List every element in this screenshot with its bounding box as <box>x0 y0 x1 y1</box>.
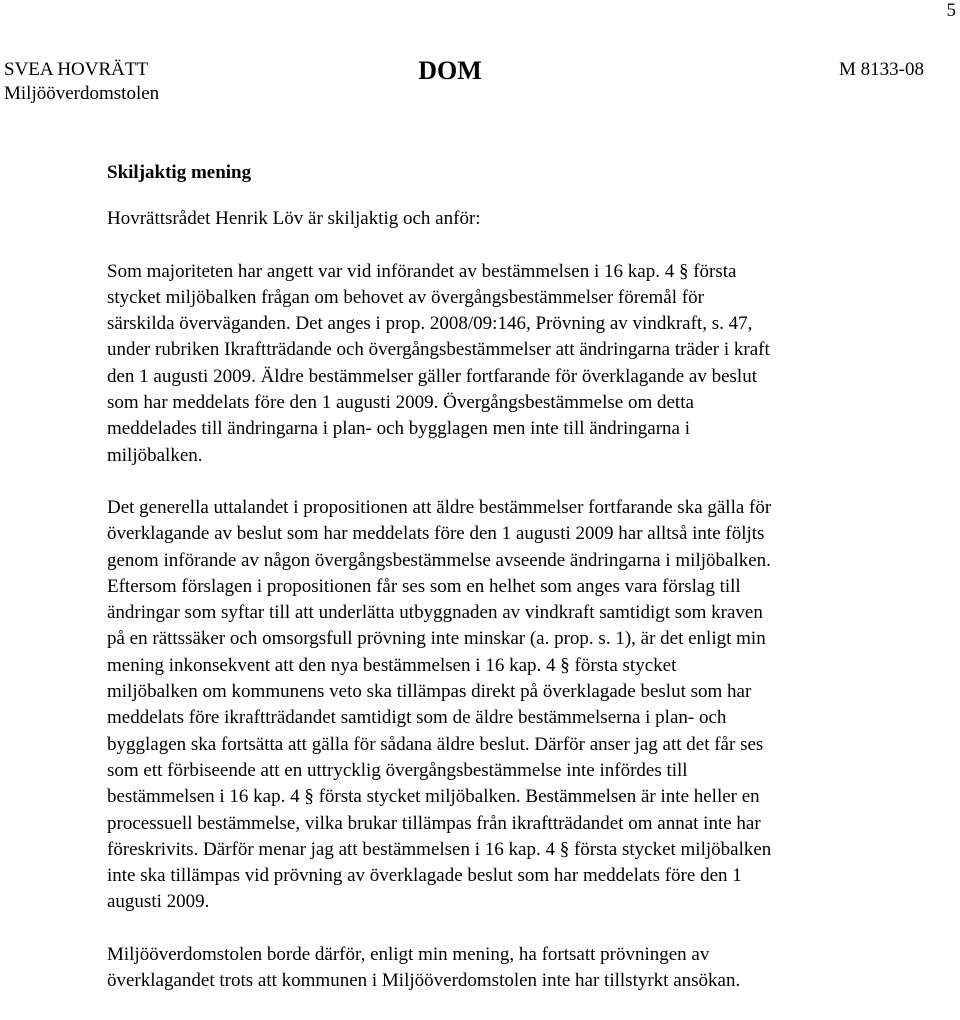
paragraph-3 <box>107 942 929 995</box>
paragraph-1 <box>107 259 929 469</box>
text-line: bestämmelsen i 16 kap. 4 § första stycket miljöbalken. Bestämmelsen är inte heller en <box>107 786 760 808</box>
document-type: DOM <box>418 56 482 85</box>
text-line: bygglagen ska fortsätta att gälla för sådana äldre beslut. Därför anser jag att det får ses <box>107 733 764 755</box>
court-name: SVEA HOVRÄTT <box>4 59 149 80</box>
text-line: Eftersom förslagen i propositionen får ses som en helhet som anges vara förslag till <box>107 575 741 597</box>
text-line: Som majoriteten har angett var vid införandet av bestämmelsen i 16 kap. 4 § första <box>107 260 737 282</box>
text-line: inte ska tillämpas vid prövning av överklagade beslut som har meddelats före den 1 <box>107 865 742 887</box>
text-line: Miljööverdomstolen borde därför, enligt min mening, ha fortsatt prövningen av <box>107 943 710 965</box>
text-line: som ett förbiseende att en uttrycklig övergångsbestämmelse inte infördes till <box>107 759 688 781</box>
text-line: överklagande av beslut som har meddelats före den 1 augusti 2009 har alltså inte följts <box>107 523 765 545</box>
section-heading: Skiljaktig mening <box>107 162 252 183</box>
text-line: överklagandet trots att kommunen i Miljööverdomstolen inte har tillstyrkt ansökan. <box>107 970 741 992</box>
text-line: meddelades till ändringarna i plan- och bygglagen men inte till ändringarna i <box>107 418 691 440</box>
text-line: miljöbalken om kommunens veto ska tillämpas direkt på överklagade beslut som har <box>107 681 752 703</box>
document-body <box>107 160 929 1020</box>
paragraph-2 <box>107 495 929 916</box>
case-number: M 8133-08 <box>839 59 924 80</box>
text-line: föreskrivits. Därför menar jag att bestämmelsen i 16 kap. 4 § första stycket miljöbalken <box>107 838 772 860</box>
text-line: Det generella uttalandet i propositionen att äldre bestämmelser fortfarande ska gälla för <box>107 496 772 518</box>
text-line: ändringar som syftar till att underlätta utbyggnaden av vindkraft samtidigt som kraven <box>107 602 763 624</box>
text-line: på en rättssäker och omsorgsfull prövning inte minskar (a. prop. s. 1), är det enligt min <box>107 628 766 650</box>
text-line: mening inkonsekvent att den nya bestämmelsen i 16 kap. 4 § första stycket <box>107 654 677 676</box>
text-line: augusti 2009. <box>107 891 210 913</box>
intro-paragraph: Hovrättsrådet Henrik Löv är skiljaktig och anför: <box>107 208 481 230</box>
text-line: meddelats före ikraftträdandet samtidigt som de äldre bestämmelserna i plan- och <box>107 707 727 729</box>
text-line: processuell bestämmelse, vilka brukar tillämpas från ikraftträdandet om annat inte har <box>107 812 761 834</box>
text-line: miljöbalken. <box>107 444 203 466</box>
text-line: som har meddelats före den 1 augusti 2009. Övergångsbestämmelse om detta <box>107 392 694 414</box>
text-line: den 1 augusti 2009. Äldre bestämmelser gäller fortfarande för överklagande av beslut <box>107 365 757 387</box>
text-line: särskilda överväganden. Det anges i prop. 2008/09:146, Prövning av vindkraft, s. 47, <box>107 313 753 335</box>
text-line: stycket miljöbalken frågan om behovet av övergångsbestämmelser föremål för <box>107 286 704 308</box>
court-division: Miljööverdomstolen <box>4 83 160 104</box>
text-line: genom införande av någon övergångsbestämmelse avseende ändringarna i miljöbalken. <box>107 549 771 571</box>
text-line: under rubriken Ikraftträdande och övergångsbestämmelser att ändringarna träder i kraft <box>107 339 770 361</box>
page-number: 5 <box>946 0 956 21</box>
